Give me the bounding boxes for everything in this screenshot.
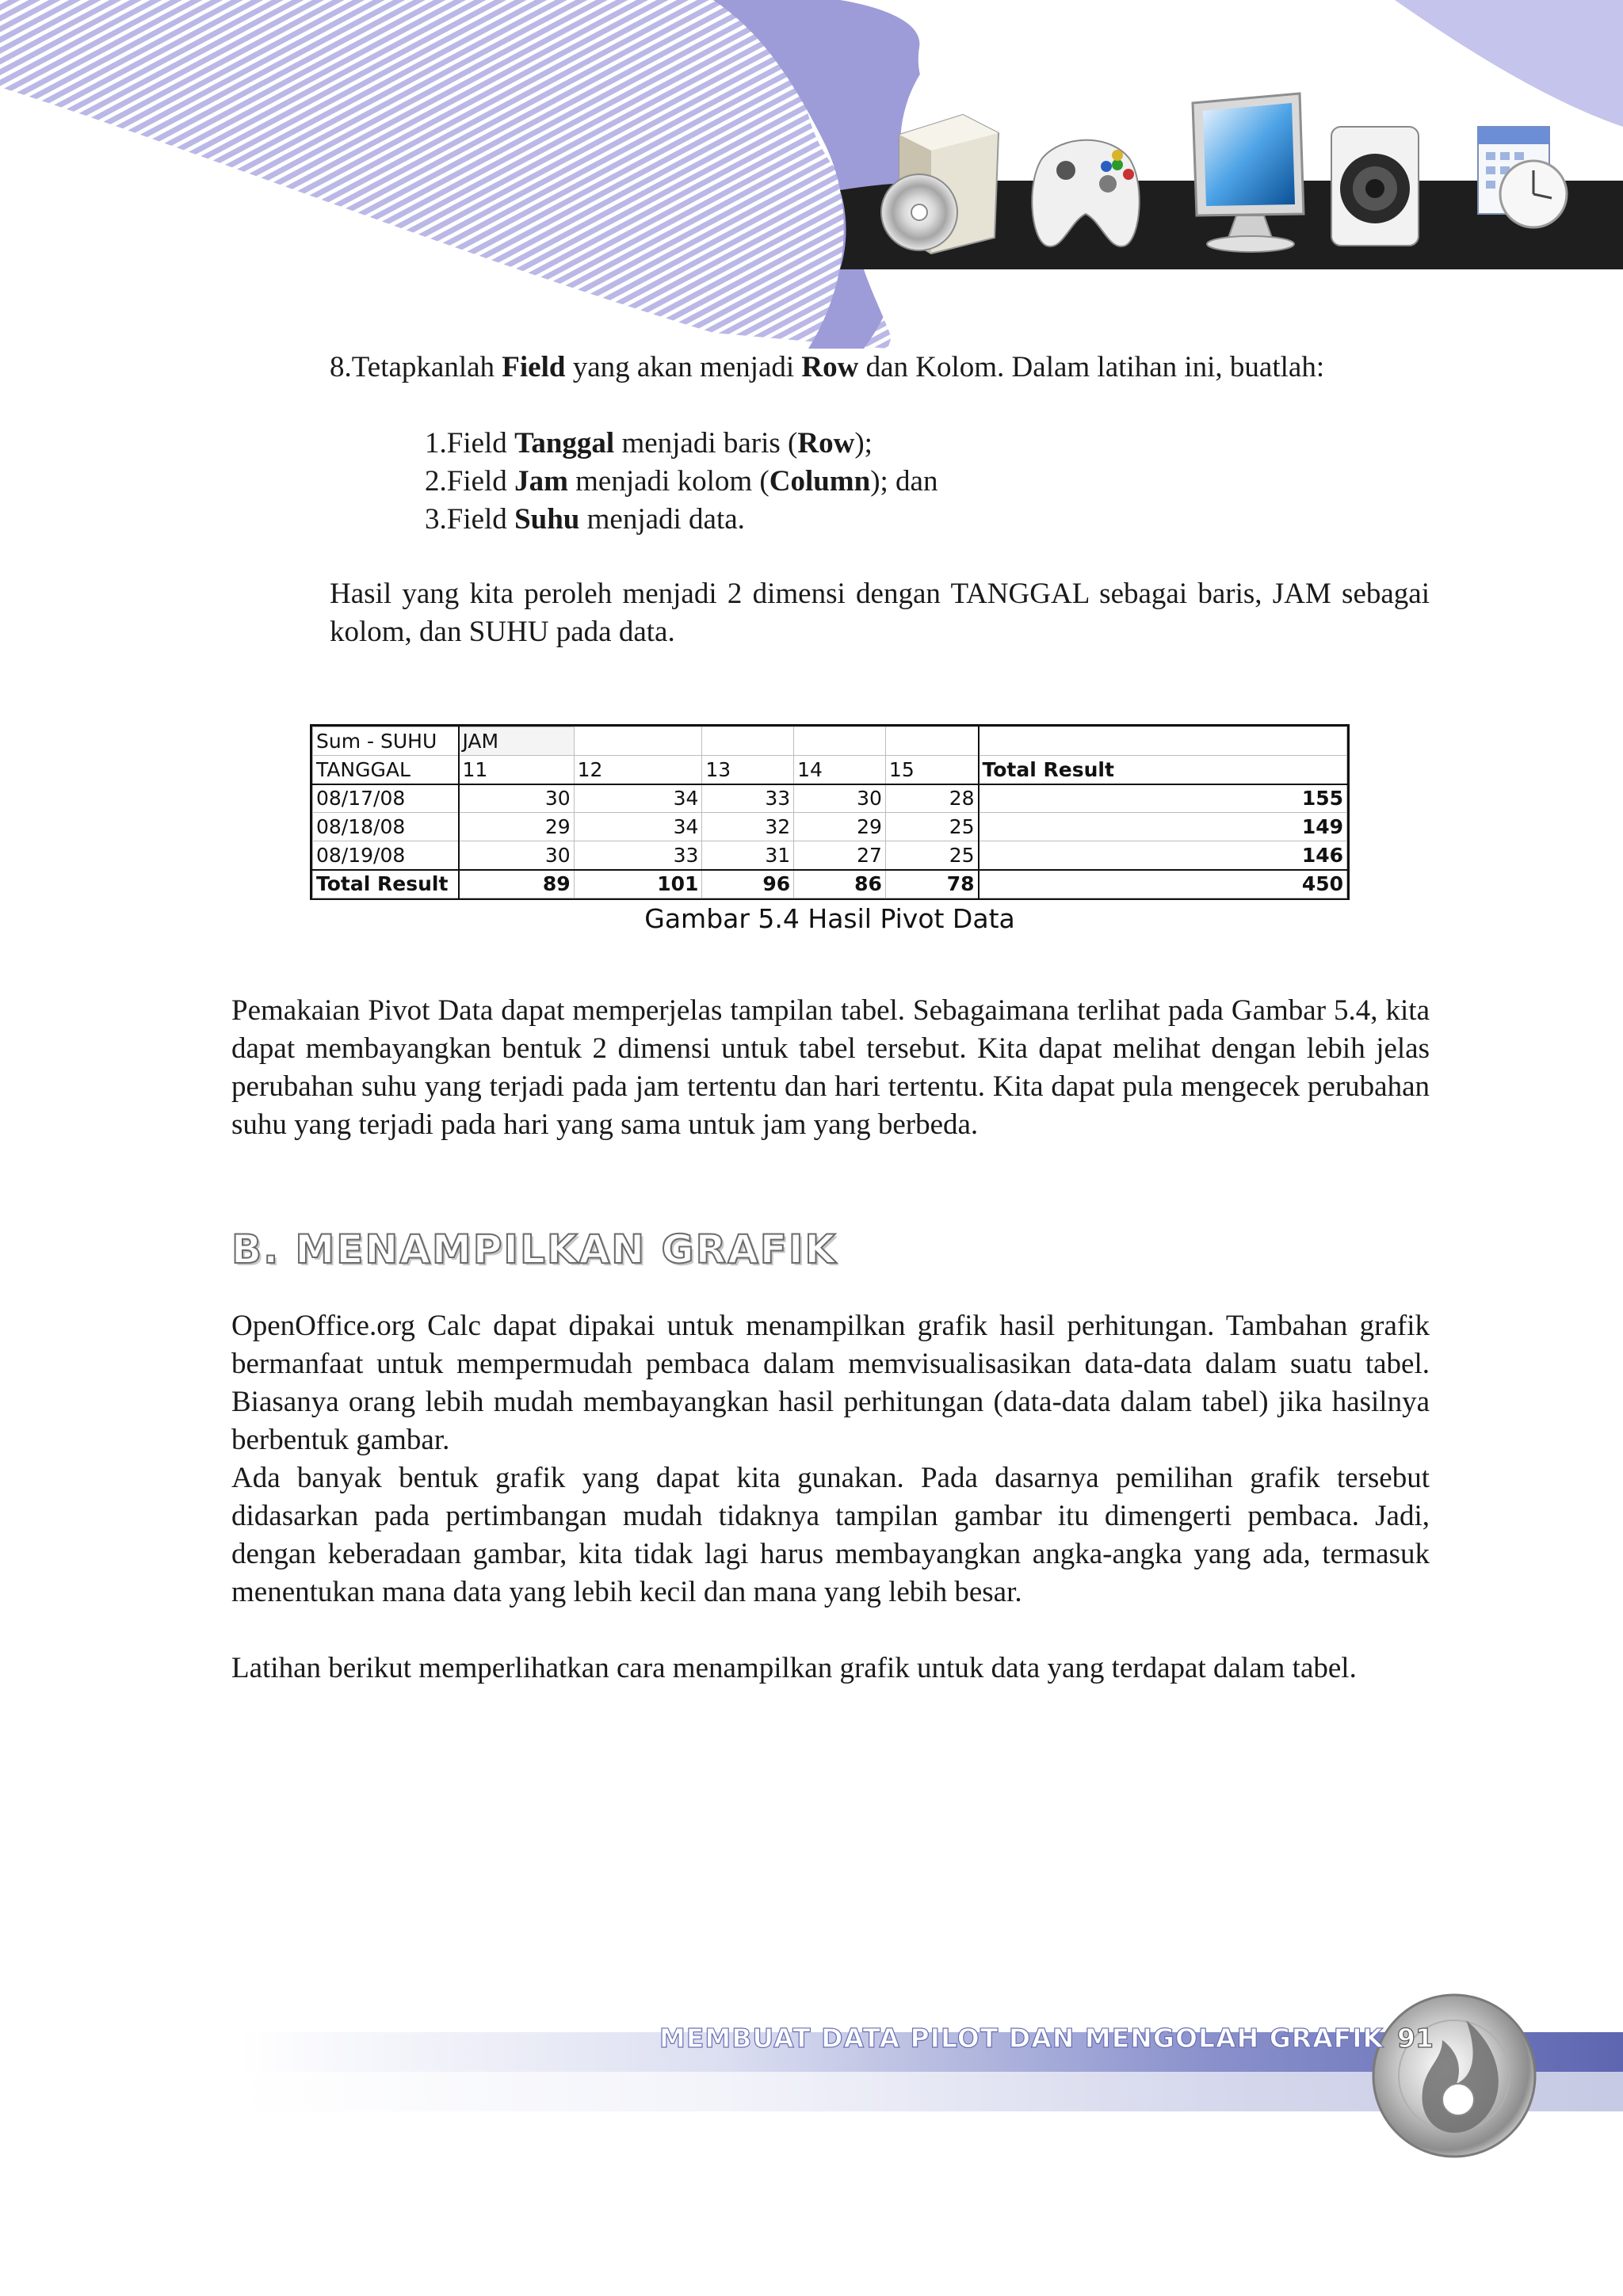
pivot-column-header: 12 [574, 756, 702, 784]
pivot-column-total: 86 [794, 870, 886, 898]
figure-caption: Gambar 5.4 Hasil Pivot Data [644, 903, 1015, 934]
pivot-row-field: TANGGAL [313, 756, 459, 784]
pivot-cell: 31 [702, 841, 794, 870]
pivot-cell: 34 [574, 784, 702, 813]
section-heading: B. MENAMPILKAN GRAFIK [231, 1226, 838, 1272]
disc-flame-icon [1373, 1995, 1535, 2157]
pivot-grand-total: 450 [979, 870, 1347, 898]
pivot-column-total: 78 [885, 870, 978, 898]
pivot-column-field: JAM [459, 727, 575, 756]
pivot-column-total: 96 [702, 870, 794, 898]
pivot-cell: 32 [702, 813, 794, 841]
pivot-table-figure [310, 724, 1350, 900]
sub-step-1: 1.Field Tanggal menjadi baris (Row); [425, 427, 873, 460]
pivot-cell: 33 [702, 784, 794, 813]
pivot-column-header: 13 [702, 756, 794, 784]
pivot-column-total: 89 [459, 870, 575, 898]
sub-step-2: 2.Field Jam menjadi kolom (Column); dan [425, 465, 938, 498]
pivot-column-header: 11 [459, 756, 575, 784]
grafik-paragraph-2: Ada banyak bentuk grafik yang dapat kita gunakan. Pada dasarnya pemilihan grafik tersebut didasarkan pada pertimbangan mudah tidaknya tampilan gambar itu dimengerti pembaca. Jadi, dengan keberadaan gambar, kita tidak lagi harus membayangkan angka-angka yang ada, termasuk menentukan mana data yang lebih kecil dan mana yang lebih besar. [231, 1462, 1430, 1608]
pivot-cell: 30 [794, 784, 886, 813]
pivot-corner-label: Sum - SUHU [313, 727, 459, 756]
pivot-cell: 29 [459, 813, 575, 841]
pivot-total-column-header: Total Result [979, 756, 1347, 784]
pivot-cell: 30 [459, 784, 575, 813]
pivot-row-label: 08/18/08 [313, 813, 459, 841]
pivot-data-row [313, 813, 1347, 841]
pivot-data-row [313, 784, 1347, 813]
pivot-row-total: 149 [979, 813, 1347, 841]
result-paragraph: Hasil yang kita peroleh menjadi 2 dimensi dengan TANGGAL sebagai baris, JAM sebagai kolom, dan SUHU pada data. [330, 578, 1430, 648]
calendar-clock-icon [1478, 127, 1567, 227]
pivot-cell: 25 [885, 841, 978, 870]
header-decoration [0, 0, 1623, 349]
footer-chapter-title: MEMBUAT DATA PILOT DAN MENGOLAH GRAFIK [659, 2023, 1384, 2054]
pivot-explanation-paragraph: Pemakaian Pivot Data dapat memperjelas tampilan tabel. Sebagaimana terlihat pada Gambar 5.4, kita dapat membayangkan bentuk 2 dimensi untuk tabel tersebut. Kita dapat melihat dengan lebih jelas perubahan suhu yang terjadi pada jam tertentu dan hari tertentu. Kita dapat pula mengecek perubahan suhu yang terjadi pada hari yang sama untuk jam yang berbeda. [231, 994, 1430, 1141]
pivot-column-header: 14 [794, 756, 886, 784]
pivot-column-total: 101 [574, 870, 702, 898]
grafik-paragraph-3: Latihan berikut memperlihatkan cara menampilkan grafik untuk data yang terdapat dalam tabel. [231, 1652, 1357, 1684]
pivot-cell: 25 [885, 813, 978, 841]
page-number: 91 [1397, 2023, 1434, 2054]
pivot-row-label: 08/19/08 [313, 841, 459, 870]
pivot-total-row [313, 870, 1347, 898]
software-box-icon [881, 115, 999, 254]
pivot-table [312, 727, 1347, 898]
pivot-row-total: 155 [979, 784, 1347, 813]
sub-step-3: 3.Field Suhu menjadi data. [425, 503, 745, 536]
step-8-instruction: 8.Tetapkanlah Field yang akan menjadi Row dan Kolom. Dalam latihan ini, buatlah: [330, 351, 1325, 383]
pivot-row-label: 08/17/08 [313, 784, 459, 813]
pivot-cell: 34 [574, 813, 702, 841]
pivot-cell: 29 [794, 813, 886, 841]
pivot-cell: 28 [885, 784, 978, 813]
pivot-cell: 33 [574, 841, 702, 870]
pivot-cell: 30 [459, 841, 575, 870]
pivot-total-row-label: Total Result [313, 870, 459, 898]
pivot-row-total: 146 [979, 841, 1347, 870]
speaker-icon [1331, 127, 1419, 246]
pivot-cell: 27 [794, 841, 886, 870]
grafik-paragraph-1: OpenOffice.org Calc dapat dipakai untuk menampilkan grafik hasil perhitungan. Tambahan grafik bermanfaat untuk mempermudah pembaca dalam memvisualisasikan data-data dalam suatu tabel. Biasanya orang lebih mudah membayangkan hasil perhitungan (data-data dalam tabel) jika hasilnya berbentuk gambar. [231, 1310, 1430, 1456]
pivot-data-row [313, 841, 1347, 870]
pivot-column-header: 15 [885, 756, 978, 784]
footer-decoration [0, 1965, 1623, 2171]
